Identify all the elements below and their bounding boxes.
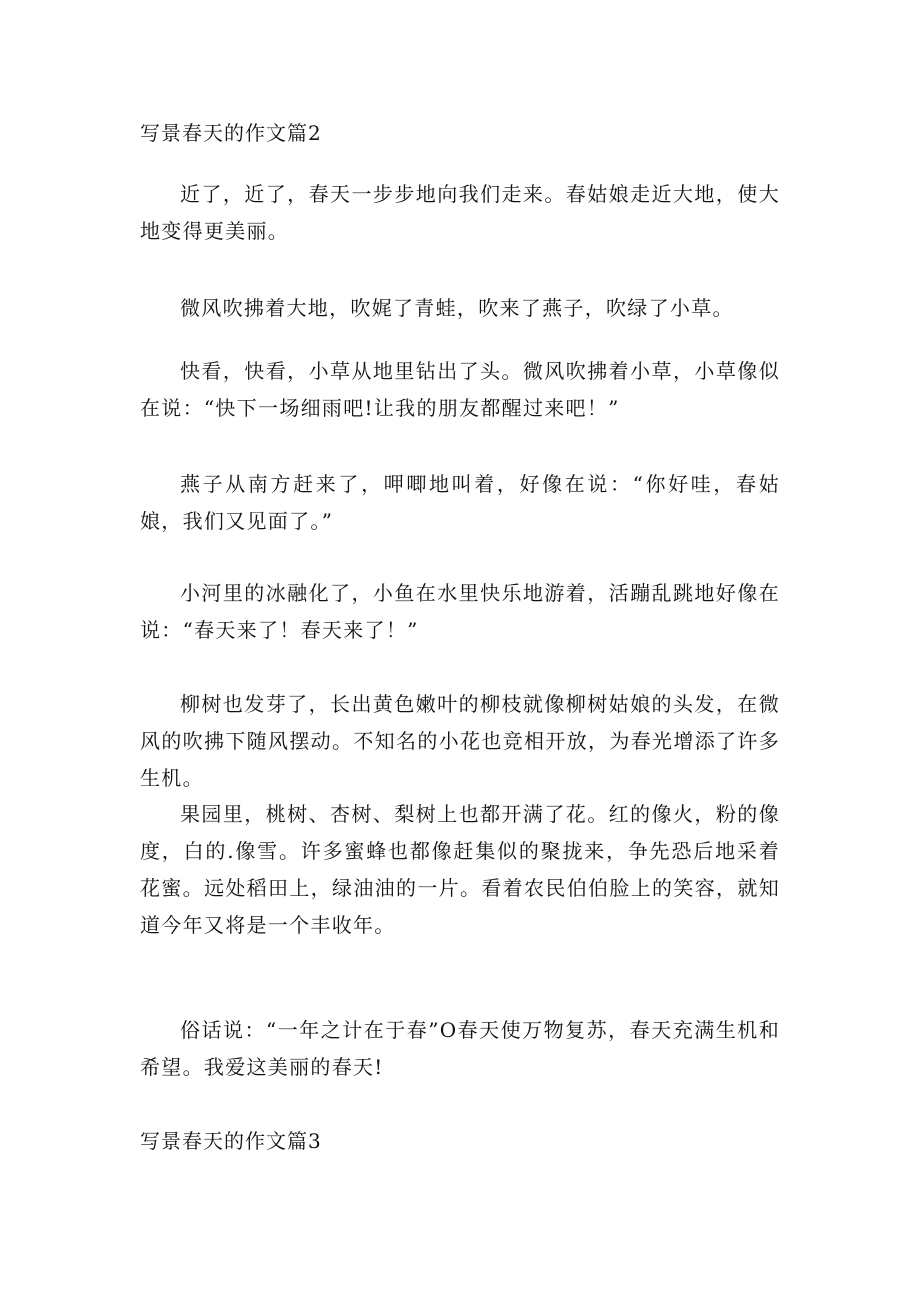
paragraph-5: 小河里的冰融化了，小鱼在水里快乐地游着，活蹦乱跳地好像在说：“春天来了！春天来了！”	[140, 581, 780, 642]
section-heading-2: 写景春天的作文篇2	[140, 121, 322, 145]
section-heading-3: 写景春天的作文篇3	[140, 1129, 322, 1153]
paragraph-7: 果园里，桃树、杏树、梨树上也都开满了花。红的像火，粉的像度，白的.像雪。许多蜜蜂也都像赶集似的聚拢来，争先恐后地采着花蜜。远处稻田上，绿油油的一片。看着农民伯伯脸上的笑容，就知道今年又将是一个丰收年。	[140, 802, 780, 937]
paragraph-4: 燕子从南方赶来了，呷唧地叫着，好像在说：“你好哇，春姑娘，我们又见面了。”	[140, 472, 780, 533]
paragraph-8: 俗话说：“一年之计在于春”O春天使万物复苏，春天充满生机和希望。我爱这美丽的春天!	[140, 1018, 780, 1079]
paragraph-1: 近了，近了，春天一步步地向我们走来。春姑娘走近大地，使大地变得更美丽。	[140, 182, 780, 243]
paragraph-6: 柳树也发芽了，长出黄色嫩叶的柳枝就像柳树姑娘的头发，在微风的吹拂下随风摆动。不知名的小花也竞相开放，为春光增添了许多生机。	[140, 692, 780, 790]
paragraph-3: 快看，快看，小草从地里钻出了头。微风吹拂着小草，小草像似在说：“快下一场细雨吧!让我的朋友都醒过来吧！”	[140, 359, 780, 420]
paragraph-2: 微风吹拂着大地，吹娓了青蛙，吹来了燕子，吹绿了小草。	[180, 296, 734, 320]
